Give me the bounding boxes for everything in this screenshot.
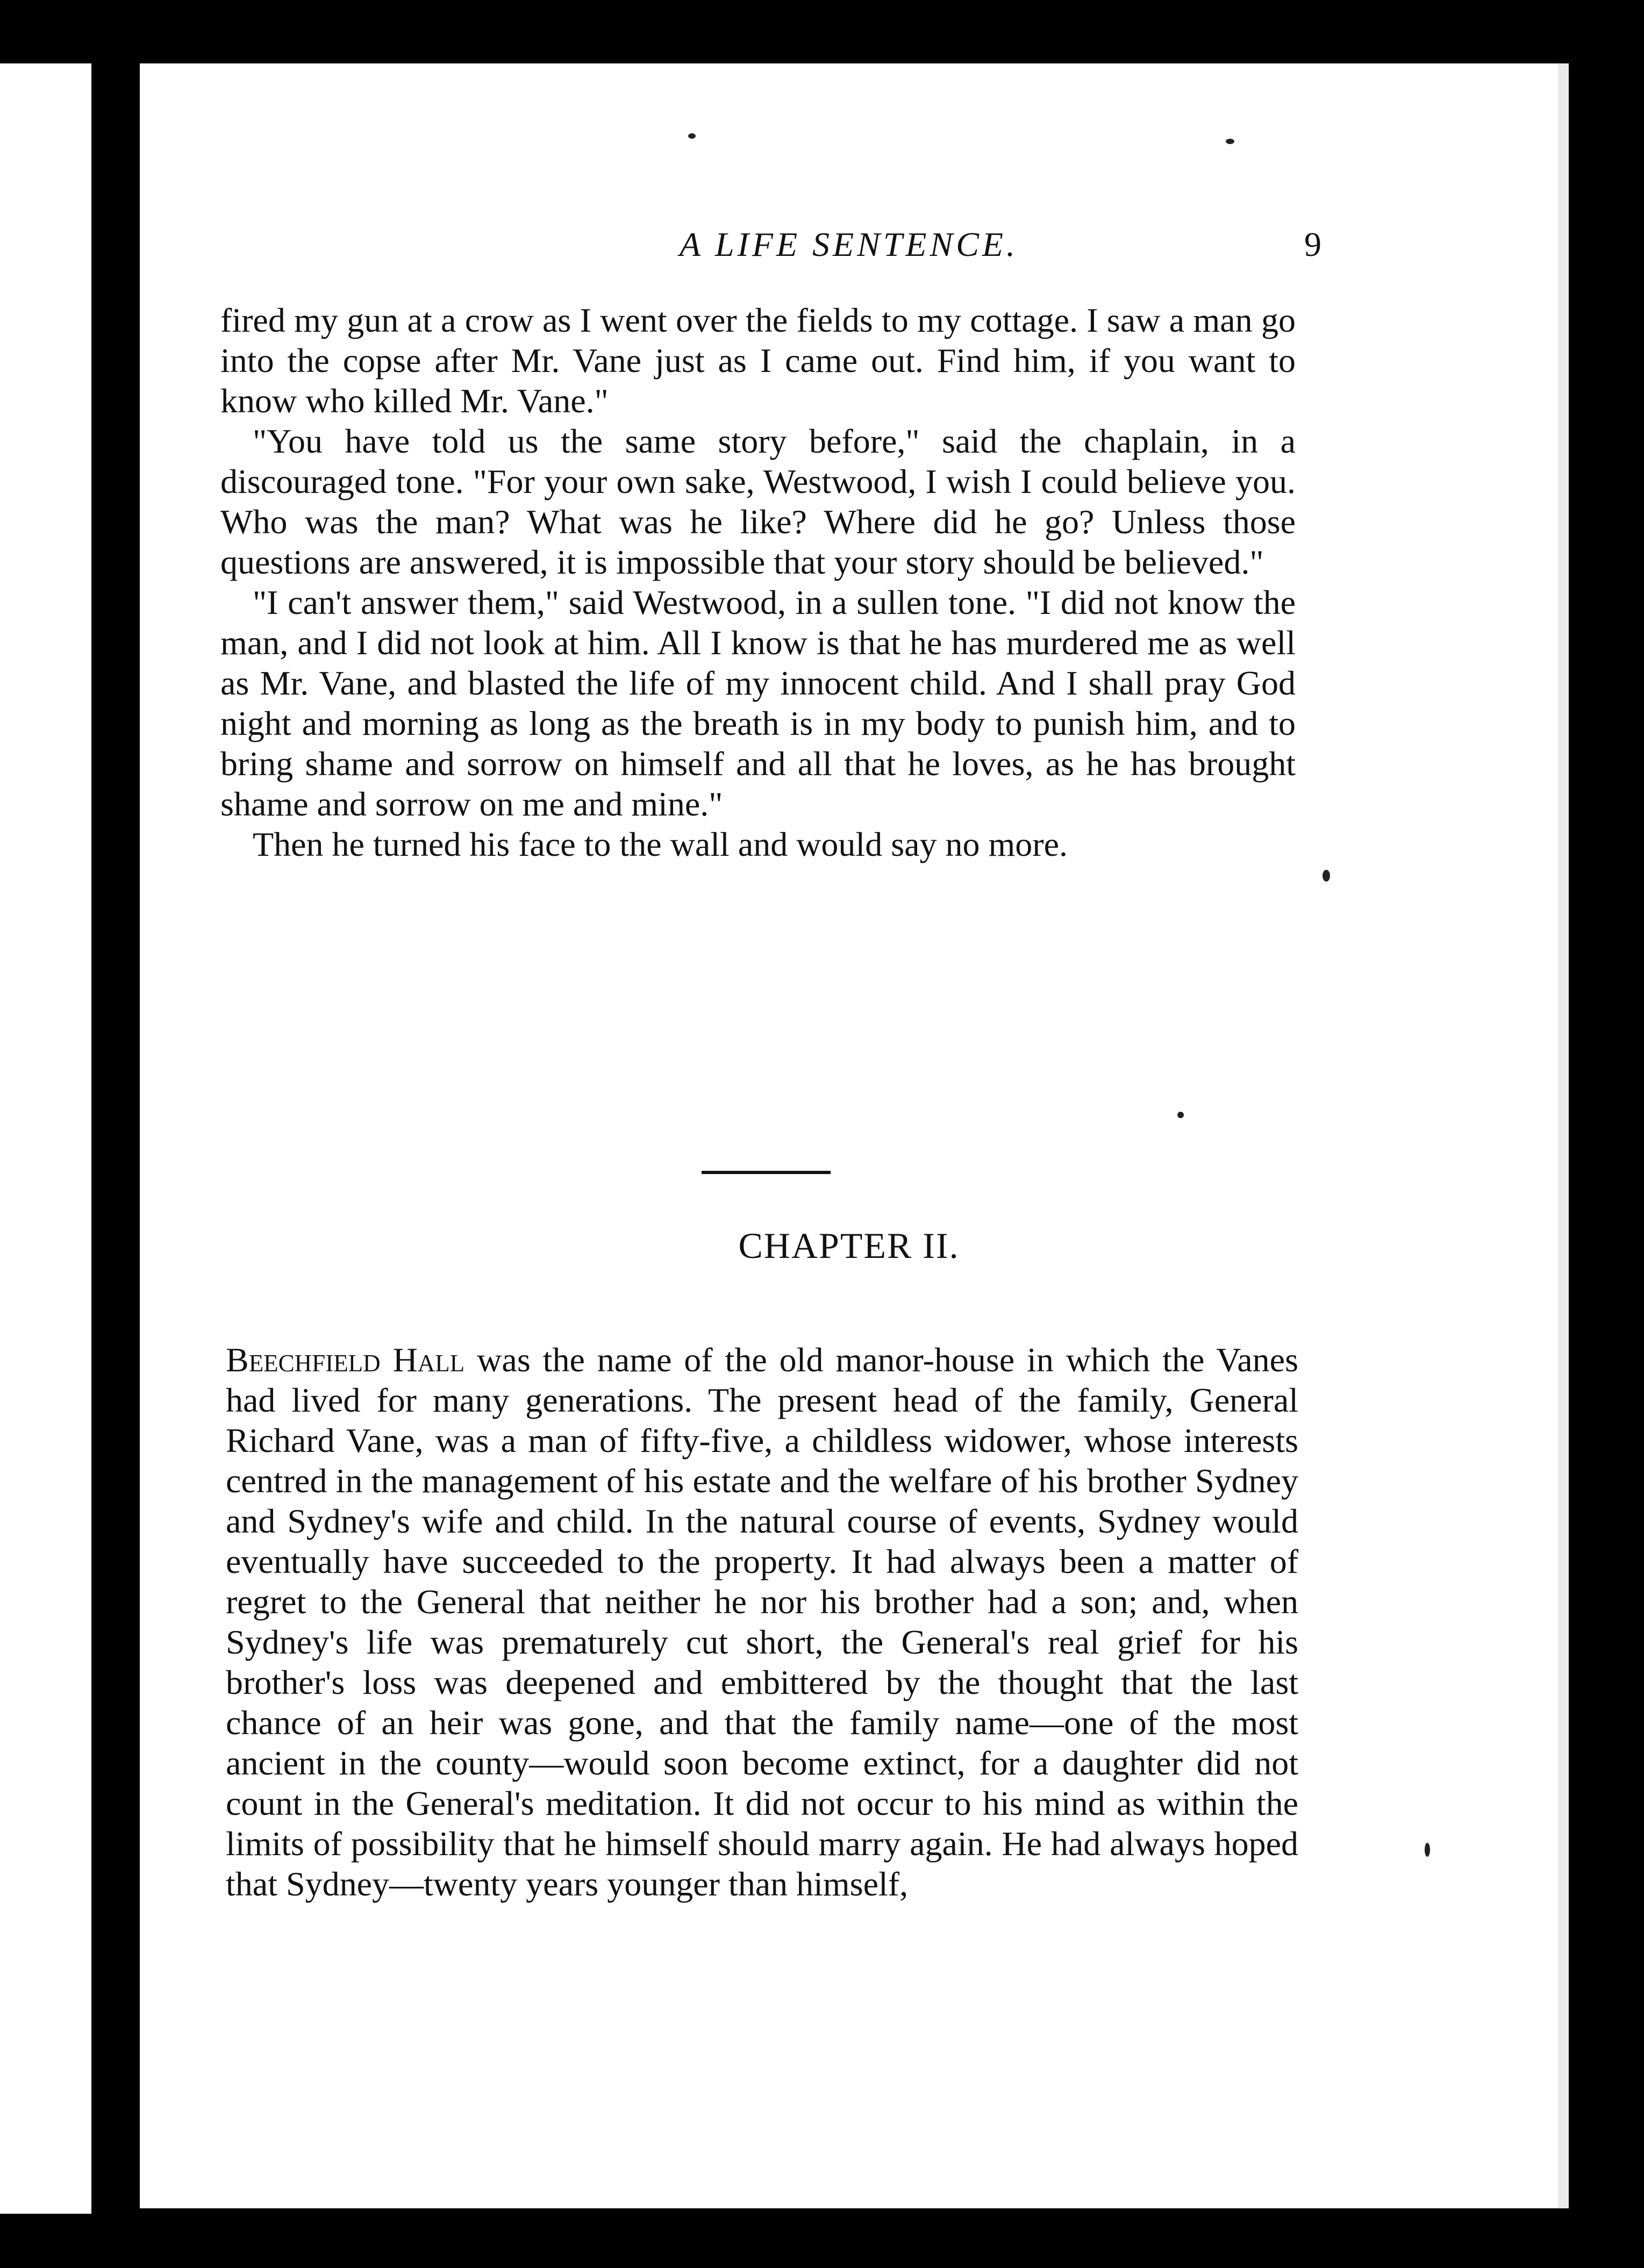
scan-speck bbox=[1323, 870, 1330, 882]
running-head: A LIFE SENTENCE. bbox=[680, 225, 1018, 263]
page-edge bbox=[1558, 63, 1569, 2208]
scan-speck bbox=[1226, 139, 1234, 144]
paragraph-text: was the name of the old manor-house in which the Vanes had lived for many generations. The present head of the family, General Richard Vane, was a man of fifty-five, a childless widower, whose interests centred in the management of his estate and the welfare of his brother Sydney and Sydney's wife and child. In the natural course of events, Sydney would eventually have succeeded to the property. It had always been a matter of regret to the General that neither he nor his brother had a son; and, when Sydney's life was prematurely cut short, the General's real grief for his brother's loss was deepened and embittered by the thought that the last chance of an heir was gone, and that the family name—one of the most ancient in the county—would soon become extinct, for a daughter did not count in the General's meditation. It did not occur to his mind as within the limits of possibility that he himself should marry again. He had always hoped that Sydney—twenty years younger than himself, bbox=[226, 1341, 1298, 1903]
paragraph: "I can't answer them," said Westwood, in a sullen tone. "I did not know the man, and I did not look at him. All I know is that he has murdered me as well as Mr. Vane, and blasted the life of my innocent child. And I shall pray God night and morning as long as the breath is in my body to punish him, and to bring shame and sorrow on himself and all that he loves, as he has brought shame and sorrow on me and mine." bbox=[220, 583, 1296, 823]
book-page bbox=[140, 63, 1558, 2208]
paragraph: "You have told us the same story before," said the chaplain, in a discouraged tone. "For your own sake, Westwood, I wish I could believe you. Who was the man? What was he like? Where did he go? Unless those questions are answered, it is impossible that your story should be believed." bbox=[220, 422, 1296, 581]
scan-speck bbox=[1425, 1843, 1430, 1857]
chapter-opening-words: Beechfield Hall bbox=[226, 1341, 465, 1379]
chapter-body-text bbox=[226, 1305, 1298, 1938]
left-margin bbox=[0, 63, 91, 2214]
chapter-heading: CHAPTER II. bbox=[738, 1225, 960, 1266]
scan-speck bbox=[688, 133, 696, 139]
paragraph: Then he turned his face to the wall and would say no more. bbox=[253, 825, 1068, 863]
gutter-shadow bbox=[91, 63, 140, 2214]
body-text-before-chapter bbox=[220, 300, 1296, 864]
paragraph bbox=[226, 1340, 1298, 1904]
page-number: 9 bbox=[1304, 225, 1321, 263]
paragraph: fired my gun at a crow as I went over the fields to my cottage. I saw a man go into the copse after Mr. Vane just as I came out. Find him, if you want to know who killed Mr. Vane." bbox=[220, 301, 1296, 420]
section-divider bbox=[702, 1171, 831, 1174]
scan-speck bbox=[1177, 1112, 1184, 1118]
